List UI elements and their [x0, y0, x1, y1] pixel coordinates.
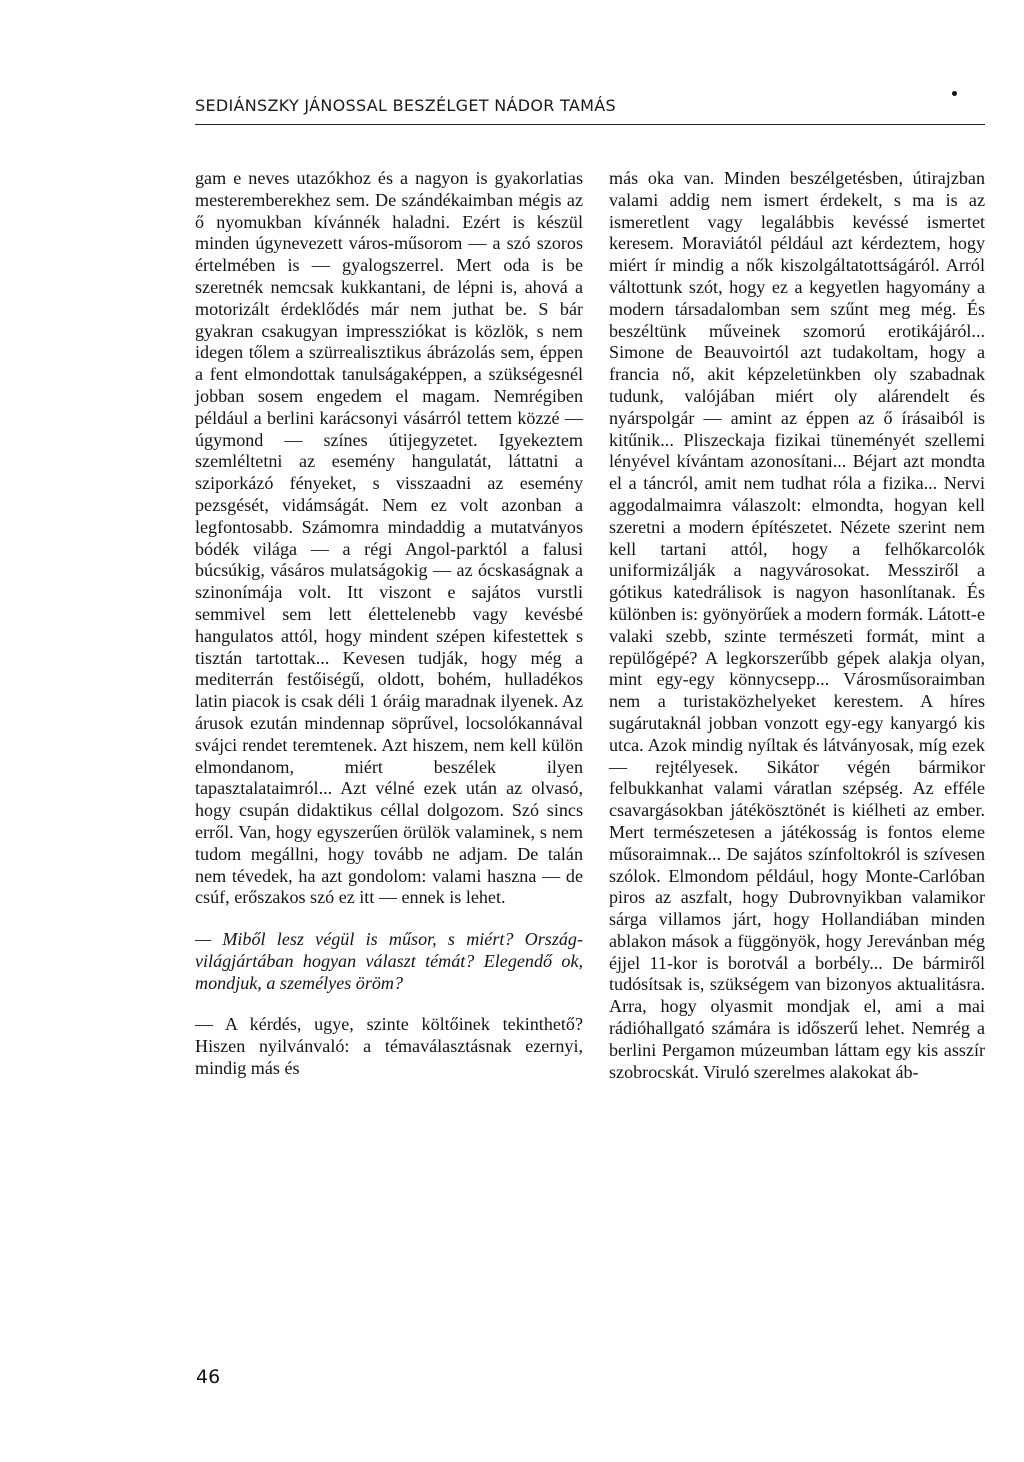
header-rule [195, 124, 985, 125]
right-paragraph: más oka van. Minden beszélgetésben, útirajzban valami addig nem ismert érdekelt, s ma is az ismeretlent vagy legalábbis kevéssé ismertet keresem. Moraviától például azt kérdeztem, hogy miért ír mindig a nők kiszolgáltatottságáról. Arról váltottunk szót, hogy ez a kegyetlen hagyomány a modern társadalomban sem szűnt meg még. És beszéltünk műveinek szomorú erotikájáról... Simone de Beauvoirtól azt tudakoltam, hogy a francia nő, akit képzeletünkben oly szabadnak tudunk, valójában miért oly alárendelt és nyárspolgár — amint az éppen az ő írásaiból is kitűnik... Pliszeckaja fizikai tüneményét szellemi lényével kívántam azonosítani... Béjart azt mondta el a táncról, amit nem tudhat róla a fizika... Nervi aggodalmaimra válaszolt: elmondta, hogyan kell szeretni a modern építészetet. Nézete szerint nem kell tartani attól, hogy a felhőkarcolók uniformizálják a nagyvárosokat. Messziről a gótikus katedrálisok is nagyon hasonlítanak. És különben is: gyönyörűek a modern formák. Látott-e valaki szebb, szinte természeti formát, mint a repülőgépé? A legkorszerűbb gépek alakja olyan, mint egy-egy könnycsepp... Városműsoraimban nem a turistaközhelyeket kerestem. A híres sugárutaknál jobban vonzott egy-egy kanyargó kis utca. Azok mindig nyíltak és látványosak, míg ezek — rejtélyesek. Sikátor végén bármikor felbukkanhat valami váratlan szépség. Az efféle csavargásokban játékösztönét is kiélheti az ember. Mert természetesen a játékosság is fontos eleme műsoraimnak... De sajátos színfoltokról is szívesen szólok. Elmondom például, hogy Monte-Carlóban piros az aszfalt, hogy Dubrovnyikban valamikor sárga villamos járt, hogy Hollandiában minden ablakon mások a függönyök, hogy Jerevánban még éjjel 11-kor is borotvál a borbély... De bármiről tudósítsak is, szükségem van bizonyos aktualitásra. Arra, hogy olyasmit mondjak el, ami a mai rádióhallgató számára is időszerű lehet. Nemrég a berlini Pergamon múzeumban láttam egy kis asszír szobrocskát. Viruló szerelmes alakokat áb- [609, 168, 985, 1082]
running-header: SEDIÁNSZKY JÁNOSSAL BESZÉLGET NÁDOR TAMÁS [195, 96, 616, 115]
interview-question: — Miből lesz végül is műsor, s miért? Ország-világjártában hogyan választ témát? Elegendő ok, mondjuk, a személyes öröm? [195, 929, 583, 993]
interview-answer-start: — A kérdés, ugye, szinte költőinek tekinthető? Hiszen nyilvánvaló: a témaválasztásnak ezernyi, mindig más és [195, 1014, 583, 1079]
left-paragraph: gam e neves utazókhoz és a nagyon is gyakorlatias mesteremberekhez sem. De szándékaimban mégis az ő nyomukban kívánnék haladni. Ezért is készül minden úgynevezett város-műsorom — a szó szoros értelmében is — gyalogszerrel. Mert oda is be szeretnék nemcsak kukkantani, de lépni is, ahová a motorizált érdeklődés már nem juthat be. S bár gyakran csakugyan impressziókat is közlök, s nem idegen tőlem a szürrealisztikus ábrázolás sem, éppen a fent elmondottak tanulságaképpen, a szükségesnél jobban sosem engedem el magam. Nemrégiben például a berlini karácsonyi vásárról tettem közzé — úgymond — színes útijegyzetet. Igyekeztem szemléltetni az esemény hangulatát, láttatni a sziporkázó fényeket, s visszaadni az esemény pezsgését, vidámságát. Nem ez volt azonban a legfontosabb. Számomra mindaddig a mutatványos bódék világa — a régi Angol-parktól a falusi búcsúkig, vásáros mulatságokig — az ócskaságnak a szinonímája volt. Itt viszont e sajátos vurstli semmivel sem lett élettelenebb vagy kevésbé hangulatos attól, hogy mindent szépen kifestettek s tisztán tartottak... Kevesen tudják, hogy még a mediterrán festőiségű, oldott, bohém, hulladékos latin piacok is csak déli 1 óráig maradnak ilyenek. Az árusok ezután mindennap söprűvel, locsolókannával svájci rendet teremtenek. Azt hiszem, nem kell külön elmondanom, miért beszélek ilyen tapasztalataimról... Azt vélné ezek után az olvasó, hogy csupán didaktikus céllal dolgozom. Szó sincs erről. Van, hogy egyszerűen örülök valaminek, s nem tudom megállni, hogy tovább ne adjam. De talán nem tévedek, ha azt gondolom: valami haszna — de csúf, erőszakos szó ez itt — ennek is lehet. [195, 168, 583, 908]
page-number: 46 [196, 1366, 221, 1388]
header-dot [952, 91, 957, 96]
right-column [609, 168, 985, 1083]
left-column [195, 168, 583, 1080]
